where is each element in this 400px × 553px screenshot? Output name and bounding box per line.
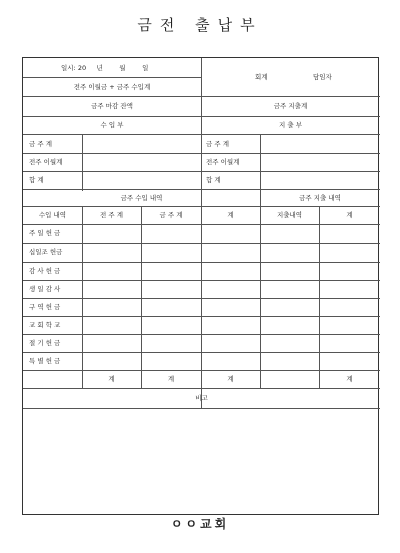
income-carryover-label: 전주 이월계	[29, 158, 63, 166]
income-detail-heading: 금주 수입 내역	[120, 194, 163, 202]
expense-section-heading: 지 출 부	[279, 121, 302, 129]
remarks-label: 비고	[195, 394, 208, 402]
date-line: 일시: 20 년 월 일	[61, 64, 149, 72]
expense-week-total-label: 금 주 계	[206, 140, 229, 148]
row-label: 감 사 헌 금	[29, 267, 61, 275]
page-title: 금전 출납부	[137, 16, 263, 34]
col-expense-item: 지출내역	[276, 211, 303, 219]
total-cell: 계	[227, 375, 234, 383]
row-label: 십일조 헌금	[29, 248, 63, 256]
income-week-total-label: 금 주 계	[29, 140, 52, 148]
col-prev-week-total: 전 주 계	[100, 211, 123, 219]
church-name: ㅇㅇ교회	[170, 517, 230, 531]
closing-balance-label: 금주 마감 잔액	[91, 102, 133, 110]
expense-total-label: 금주 지출계	[273, 102, 308, 110]
treasurer-label: 회계	[255, 73, 268, 81]
cash-book-form	[22, 57, 379, 515]
row-label: 생 일 감 사	[29, 285, 61, 293]
col-this-week-total: 금 주 계	[159, 211, 183, 219]
col-expense-sum: 계	[346, 211, 353, 219]
row-label: 주 일 헌 금	[29, 229, 61, 237]
row-label: 교 회 학 교	[29, 321, 61, 329]
total-cell: 계	[167, 375, 175, 383]
expense-detail-heading: 금주 지출 내역	[299, 194, 341, 202]
expense-carryover-label: 전주 이월계	[206, 158, 240, 166]
pastor-label: 담임자	[313, 73, 332, 81]
row-label: 구 역 헌 금	[29, 303, 61, 311]
expense-sum-label: 합 계	[206, 176, 221, 184]
prev-balance-plus-income-label: 전주 이월금 + 금주 수입계	[73, 83, 151, 91]
income-sum-label: 합 계	[29, 176, 44, 184]
total-cell: 계	[108, 375, 115, 383]
total-cell: 계	[346, 375, 353, 383]
col-income-sum: 계	[227, 211, 234, 219]
income-section-heading: 수 입 부	[100, 121, 124, 129]
row-label: 절 기 헌 금	[29, 339, 61, 347]
row-label: 특 별 헌 금	[29, 357, 61, 365]
col-income-item: 수입 내역	[38, 211, 67, 219]
